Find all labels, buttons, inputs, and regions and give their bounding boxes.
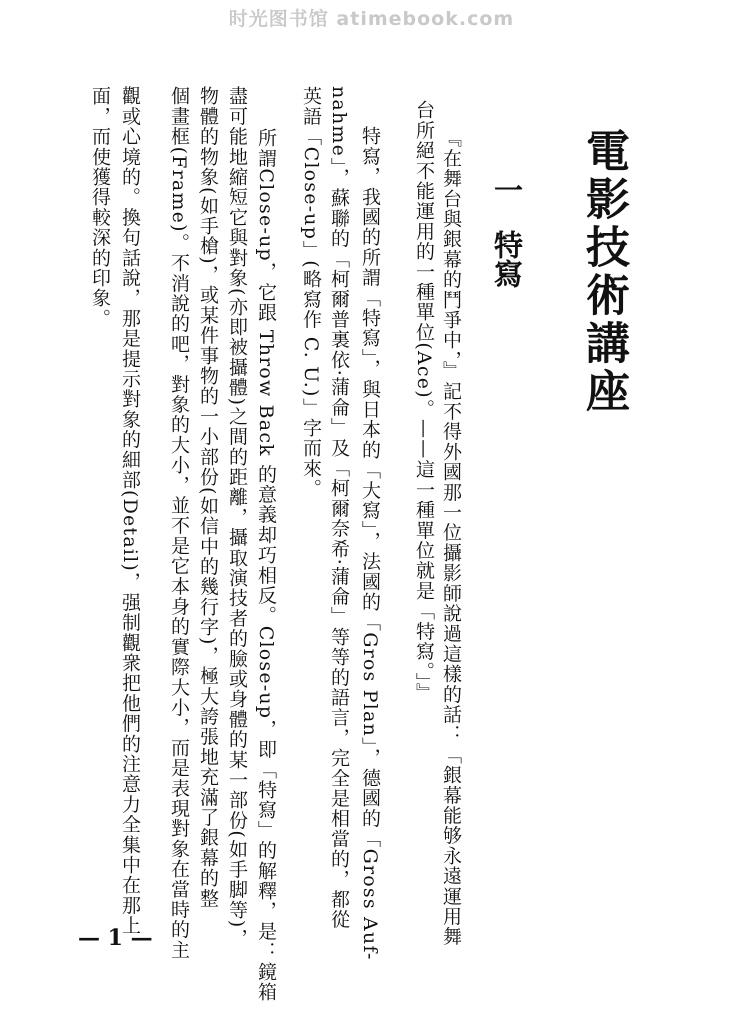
site-watermark: 时光图书馆 atimebook.com <box>228 8 515 30</box>
body-line: 台所絕不能運用的一種單位(Ace)。——這一種單位就是「特寫。」』 <box>413 100 435 704</box>
section-title: 特寫 <box>490 230 524 288</box>
body-line: 特寫，我國的所謂「特寫」，與日本的「大寫」，法國的「Gros Plan」，德國的「Gross Auf- <box>359 126 381 961</box>
body-line: 物體的物象(如手槍)，或某件事物的一小部份(如信中的幾行字)，極大誇張地充滿了銀幕的整 <box>197 86 219 909</box>
body-line: 所謂Close-up，它跟 Throw Back 的意義却巧相反。Close-up，即「特寫」的解釋，是：鏡箱 <box>255 128 277 1002</box>
section-heading <box>490 175 524 288</box>
body-line: 盡可能地縮短它與對象(亦即被攝體)之間的距離，攝取演技者的臉或身體的某一部份(如手脚等)， <box>226 86 248 949</box>
page-number: — 1 — <box>78 925 153 951</box>
body-line: 觀或心境的。換句話說，那是提示對象的細部(Detail)，强制觀衆把他們的注意力全集中在那上 <box>119 86 141 936</box>
body-line: nahme」，蘇聯的「柯爾普裏依·蒲侖」及「柯爾奈希·蒲侖」等等的語言，完全是相當的，都從 <box>328 86 350 930</box>
body-line: 個畫框(Frame)。不消說的吧，對象的大小，並不是它本身的實際大小，而是表現對象在當時的主 <box>168 86 190 960</box>
body-line: 面，而使獲得較深的印象。 <box>89 86 111 329</box>
section-number: 一 <box>490 175 524 204</box>
page-title: 電影技術講座 <box>578 128 629 416</box>
body-line: 『在舞台與銀幕的鬥爭中，』記不得外國那一位攝影師說過這樣的話：「銀幕能够永遠運用舞 <box>440 128 462 947</box>
body-line: 英語「Close-up」(略寫作 C. U.)」字而來。 <box>300 86 322 499</box>
